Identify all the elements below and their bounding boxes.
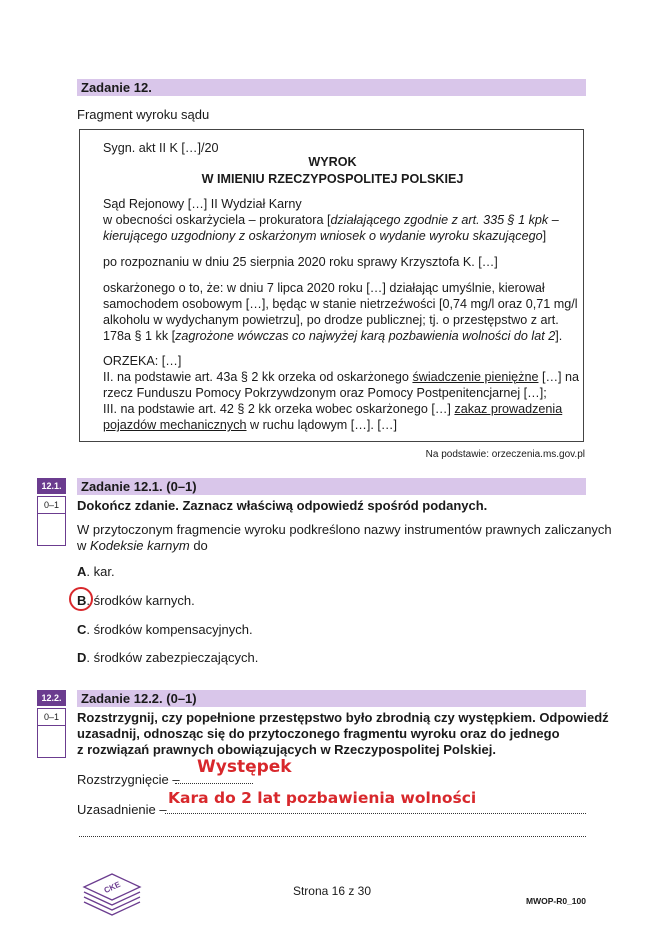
- verdict-hearing: po rozpoznaniu w dniu 25 sierpnia 2020 roku sprawy Krzysztofa K. […]: [103, 255, 498, 269]
- points-label-2: 0–1: [38, 709, 65, 726]
- task-title: Zadanie 12.: [81, 80, 152, 95]
- question-stem: W przytoczonym fragmencie wyroku podkreślono nazwy instrumentów prawnych zaliczanych: [77, 522, 612, 537]
- question-instruction-2c: z rozwiązań prawnych obowiązujących w Rzeczypospolitej Polskiej.: [77, 742, 496, 757]
- verdict-charge-2: samochodem osobowym […], będąc w stanie nietrzeźwości [0,74 mg/l oraz 0,71 mg/l: [103, 297, 578, 311]
- answer-option-a[interactable]: A. kar.: [77, 564, 115, 579]
- verdict-charge-4: 178a § 1 kk [zagrożone wówczas co najwyżej karą pozbawienia wolności do lat 2].: [103, 329, 563, 343]
- question-header-bar-2: [77, 690, 586, 707]
- question-instruction-2b: uzasadnij, odnosząc się do przytoczonego fragmentu wyroku oraz do jednego: [77, 726, 560, 741]
- verdict-court: Sąd Rejonowy […] II Wydział Karny: [103, 197, 302, 211]
- justification-dotted-line-2[interactable]: [79, 836, 586, 837]
- question-header-bar: [77, 478, 586, 495]
- answer-option-d[interactable]: D. środków zabezpieczających.: [77, 650, 259, 665]
- score-box: [37, 496, 66, 546]
- decision-dotted-line[interactable]: [175, 783, 253, 784]
- source-note: Na podstawie: orzeczenia.ms.gov.pl: [425, 449, 585, 460]
- verdict-rule-3: III. na podstawie art. 42 § 2 kk orzeka wobec oskarżonego […] zakaz prowadzenia: [103, 402, 563, 416]
- verdict-rules: ORZEKA: […]: [103, 354, 182, 368]
- verdict-charge-3: alkoholu w wydychanym powietrzu], po drodze publicznej; tj. o przestępstwo z art.: [103, 313, 559, 327]
- verdict-rule-2b: rzecz Funduszu Pomocy Pokrzywdzonym oraz Pomocy Postpenitencjarnej […];: [103, 386, 547, 400]
- question-stem-2: w Kodeksie karnym do: [77, 538, 208, 553]
- answer-option-b[interactable]: B. środków karnych.: [77, 593, 195, 608]
- justification-label: Uzasadnienie –: [77, 802, 167, 817]
- question-tag: 12.1.: [37, 478, 66, 494]
- question-instruction-2: Rozstrzygnij, czy popełnione przestępstwo było zbrodnią czy występkiem. Odpowiedź: [77, 710, 609, 725]
- verdict-subheading: W IMIENIU RZECZYPOSPOLITEJ POLSKIEJ: [201, 172, 464, 186]
- question-instruction: Dokończ zdanie. Zaznacz właściwą odpowiedź spośród podanych.: [77, 498, 488, 513]
- cke-logo-text: CKE: [102, 879, 122, 896]
- verdict-heading: WYROK: [308, 155, 357, 169]
- decision-handwritten-answer: Występek: [197, 757, 292, 777]
- decision-label: Rozstrzygnięcie –: [77, 772, 180, 787]
- case-number: Sygn. akt II K […]/20: [103, 141, 219, 155]
- verdict-rule-2: II. na podstawie art. 43a § 2 kk orzeka od oskarżonego świadczenie pieniężne […] na: [103, 370, 580, 384]
- verdict-rule-3b: pojazdów mechanicznych w ruchu lądowym […]. […]: [103, 418, 397, 432]
- verdict-charge-1: oskarżonego o to, że: w dniu 7 lipca 2020 roku […] działając umyślnie, kierował: [103, 281, 545, 295]
- verdict-prosecutor-line: w obecności oskarżyciela – prokuratora [działającego zgodnie z art. 335 § 1 kpk –: [103, 213, 559, 227]
- justification-dotted-line[interactable]: [165, 813, 586, 814]
- justification-handwritten-answer: Kara do 2 lat pozbawienia wolności: [168, 789, 477, 807]
- selected-answer-circle: [69, 587, 93, 611]
- question-title: Zadanie 12.1. (0–1): [81, 479, 197, 494]
- score-box-2: [37, 708, 66, 758]
- verdict-box: [79, 129, 584, 442]
- task-intro: Fragment wyroku sądu: [77, 107, 210, 122]
- points-label: 0–1: [38, 497, 65, 514]
- task-header-bar: [77, 79, 586, 96]
- verdict-prosecutor-line-2: kierującego uzgodniony z oskarżonym wniosek o wydanie wyroku skazującego]: [103, 229, 547, 243]
- document-code: MWOP-R0_100: [526, 896, 586, 906]
- answer-option-c[interactable]: C. środków kompensacyjnych.: [77, 622, 253, 637]
- page-number: Strona 16 z 30: [292, 884, 372, 898]
- question-title-2: Zadanie 12.2. (0–1): [81, 691, 197, 706]
- question-tag-2: 12.2.: [37, 690, 66, 706]
